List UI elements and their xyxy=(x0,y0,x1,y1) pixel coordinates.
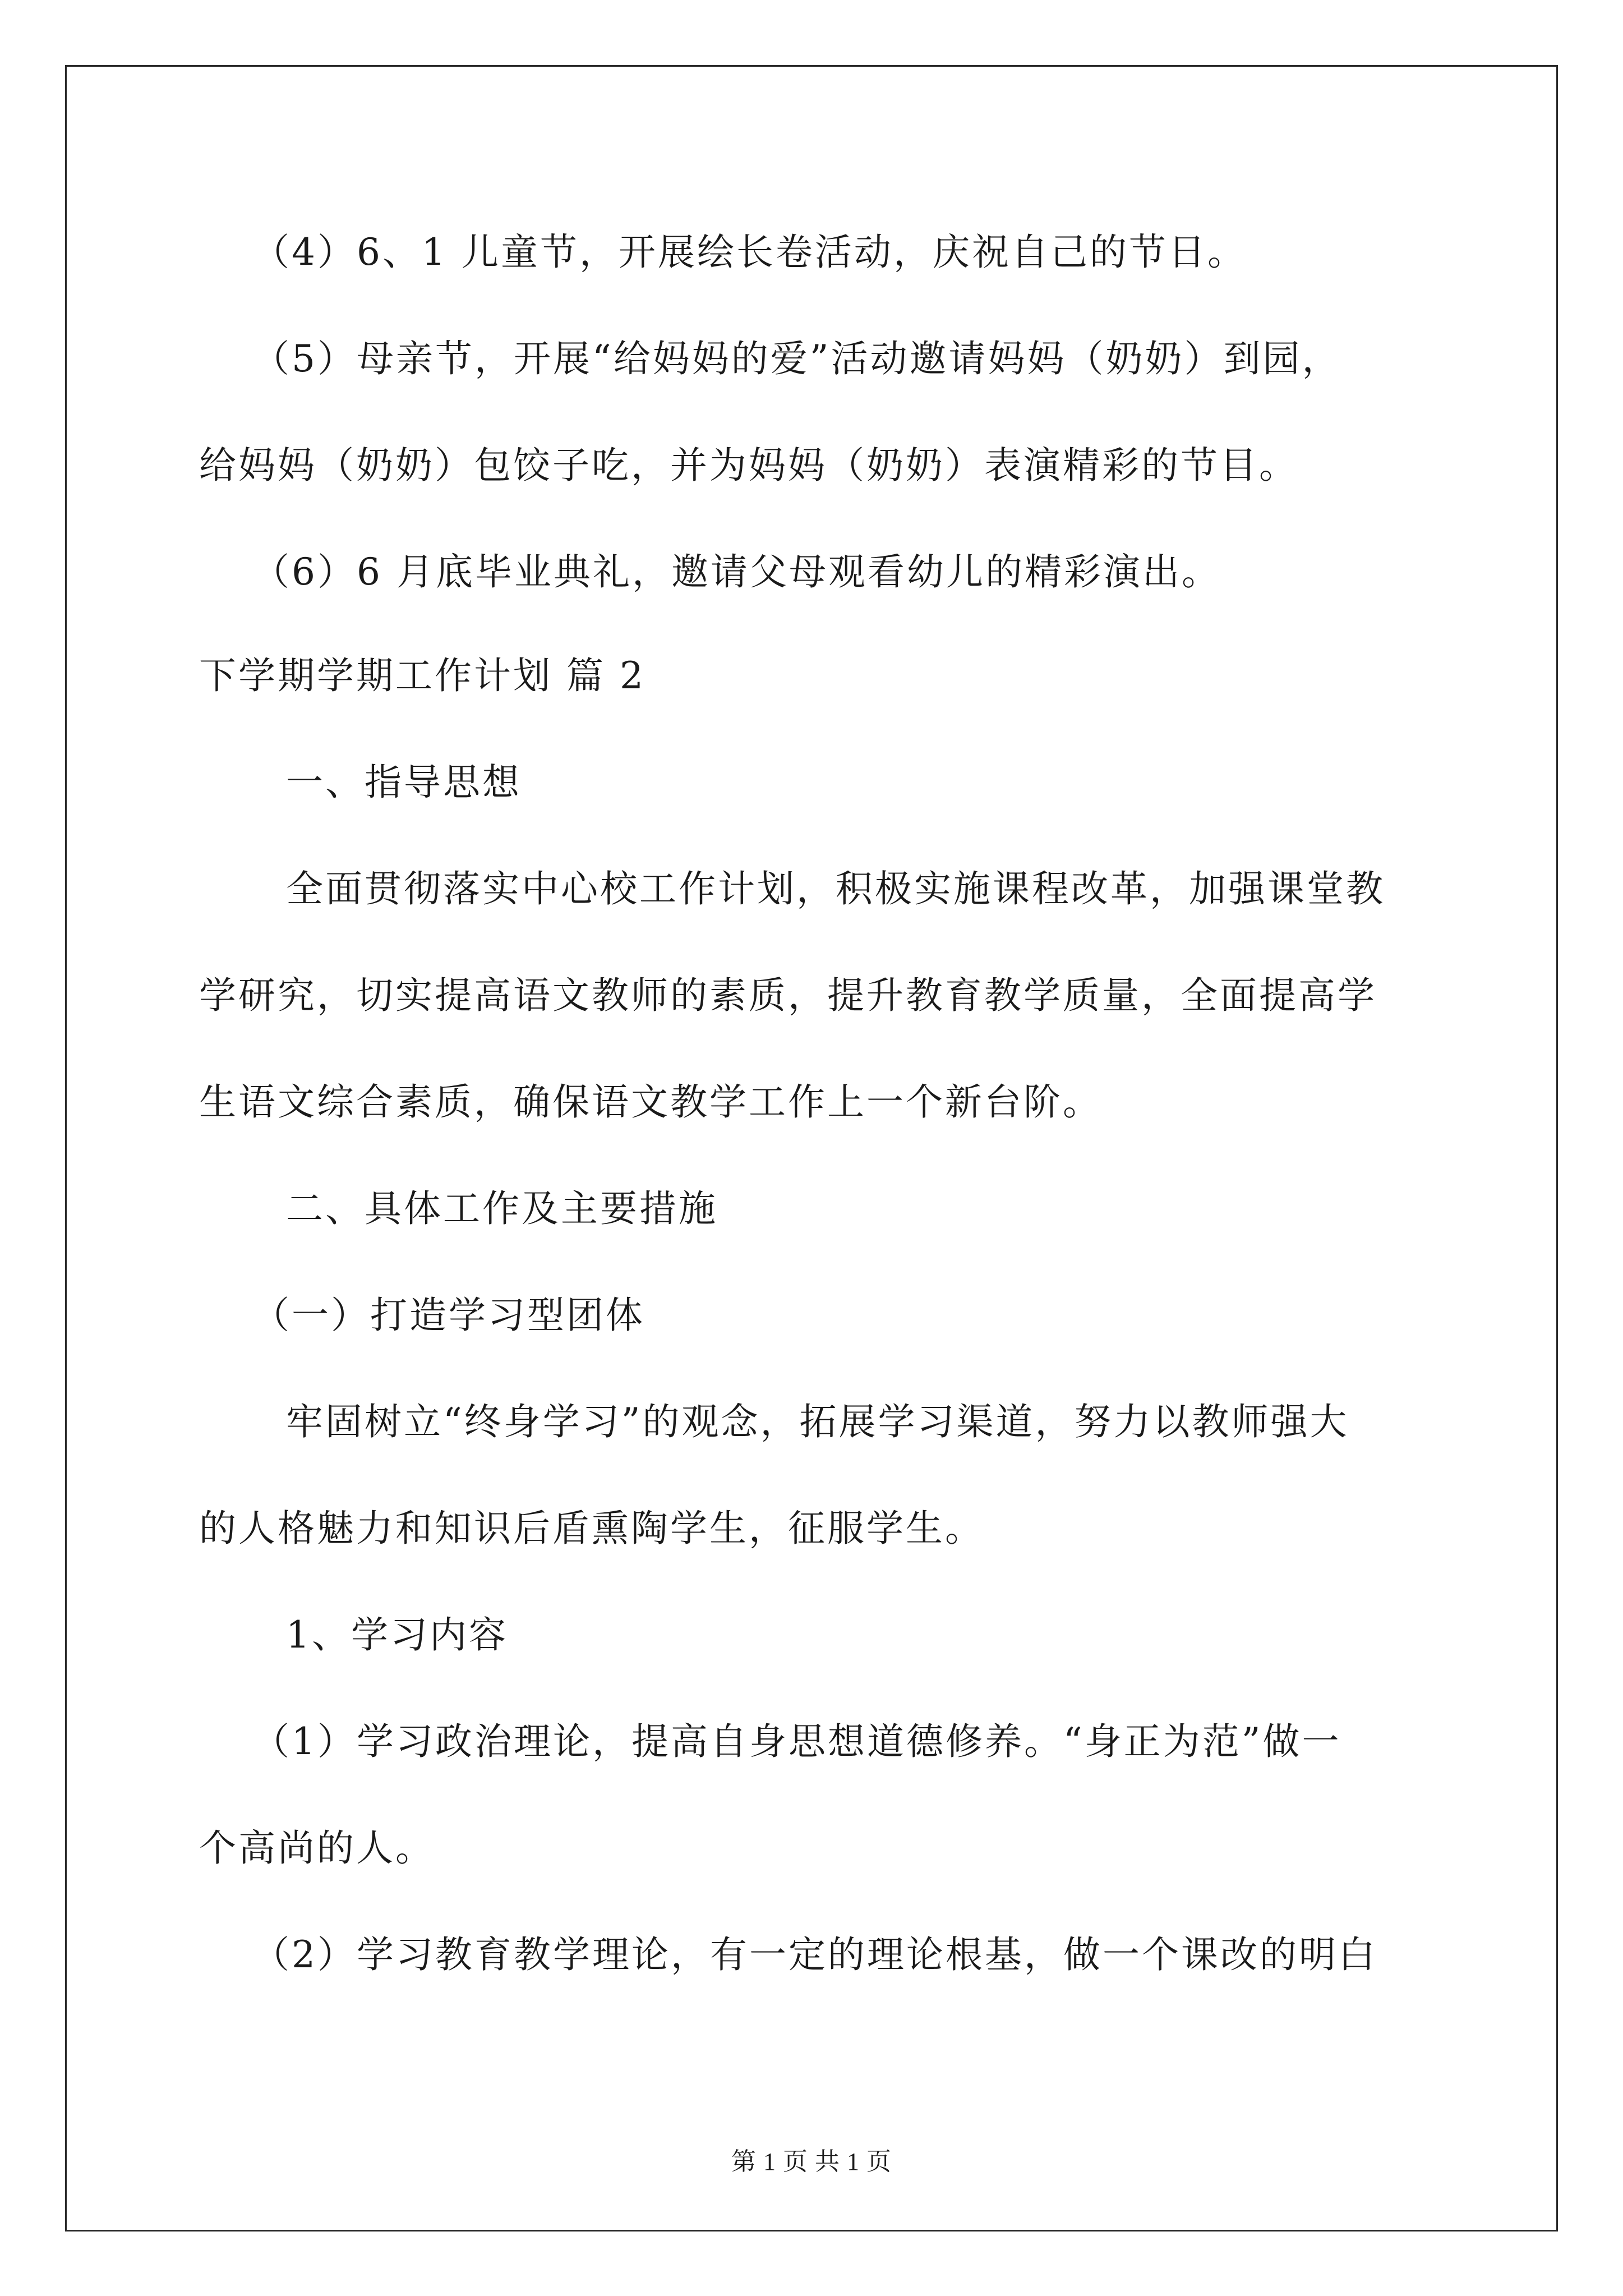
page-footer: 第 1 页 共 1 页 xyxy=(731,2148,892,2175)
paragraph-line: （2）学习教育教学理论，有一定的理论根基，做一个课改的明白 xyxy=(252,1933,1377,1976)
paragraph-line: 学研究，切实提高语文教师的素质，提升教育教学质量，全面提高学 xyxy=(199,974,1377,1017)
paragraph-line: （6）6 月底毕业典礼，邀请父母观看幼儿的精彩演出。 xyxy=(252,550,1221,593)
paragraph-line: 牢固树立“终身学习”的观念，拓展学习渠道，努力以教师强大 xyxy=(286,1400,1349,1443)
subheading: 二、具体工作及主要措施 xyxy=(286,1187,718,1230)
paragraph-line: （5）母亲节，开展“给妈妈的爱”活动邀请妈妈（奶奶）到园， xyxy=(252,337,1341,380)
paragraph-line: 生语文综合素质，确保语文教学工作上一个新台阶。 xyxy=(199,1080,1102,1124)
subheading: 一、指导思想 xyxy=(286,761,522,804)
paragraph-line: 给妈妈（奶奶）包饺子吃，并为妈妈（奶奶）表演精彩的节目。 xyxy=(199,444,1298,487)
paragraph-line: （4）6、1 儿童节，开展绘长卷活动，庆祝自己的节日。 xyxy=(252,231,1247,274)
paragraph-line: 全面贯彻落实中心校工作计划，积极实施课程改革，加强课堂教 xyxy=(286,867,1385,910)
paragraph-line: （1）学习政治理论，提高自身思想道德修养。“身正为范”做一 xyxy=(252,1720,1341,1763)
paragraph-line: 个高尚的人。 xyxy=(199,1826,435,1870)
paragraph-line: 的人格魅力和知识后盾熏陶学生，征服学生。 xyxy=(199,1507,984,1550)
subheading: （一）打造学习型团体 xyxy=(252,1294,645,1337)
section-heading: 下学期学期工作计划 篇 2 xyxy=(199,654,645,697)
page-border xyxy=(65,65,1558,2231)
subheading: 1、学习内容 xyxy=(286,1613,508,1657)
